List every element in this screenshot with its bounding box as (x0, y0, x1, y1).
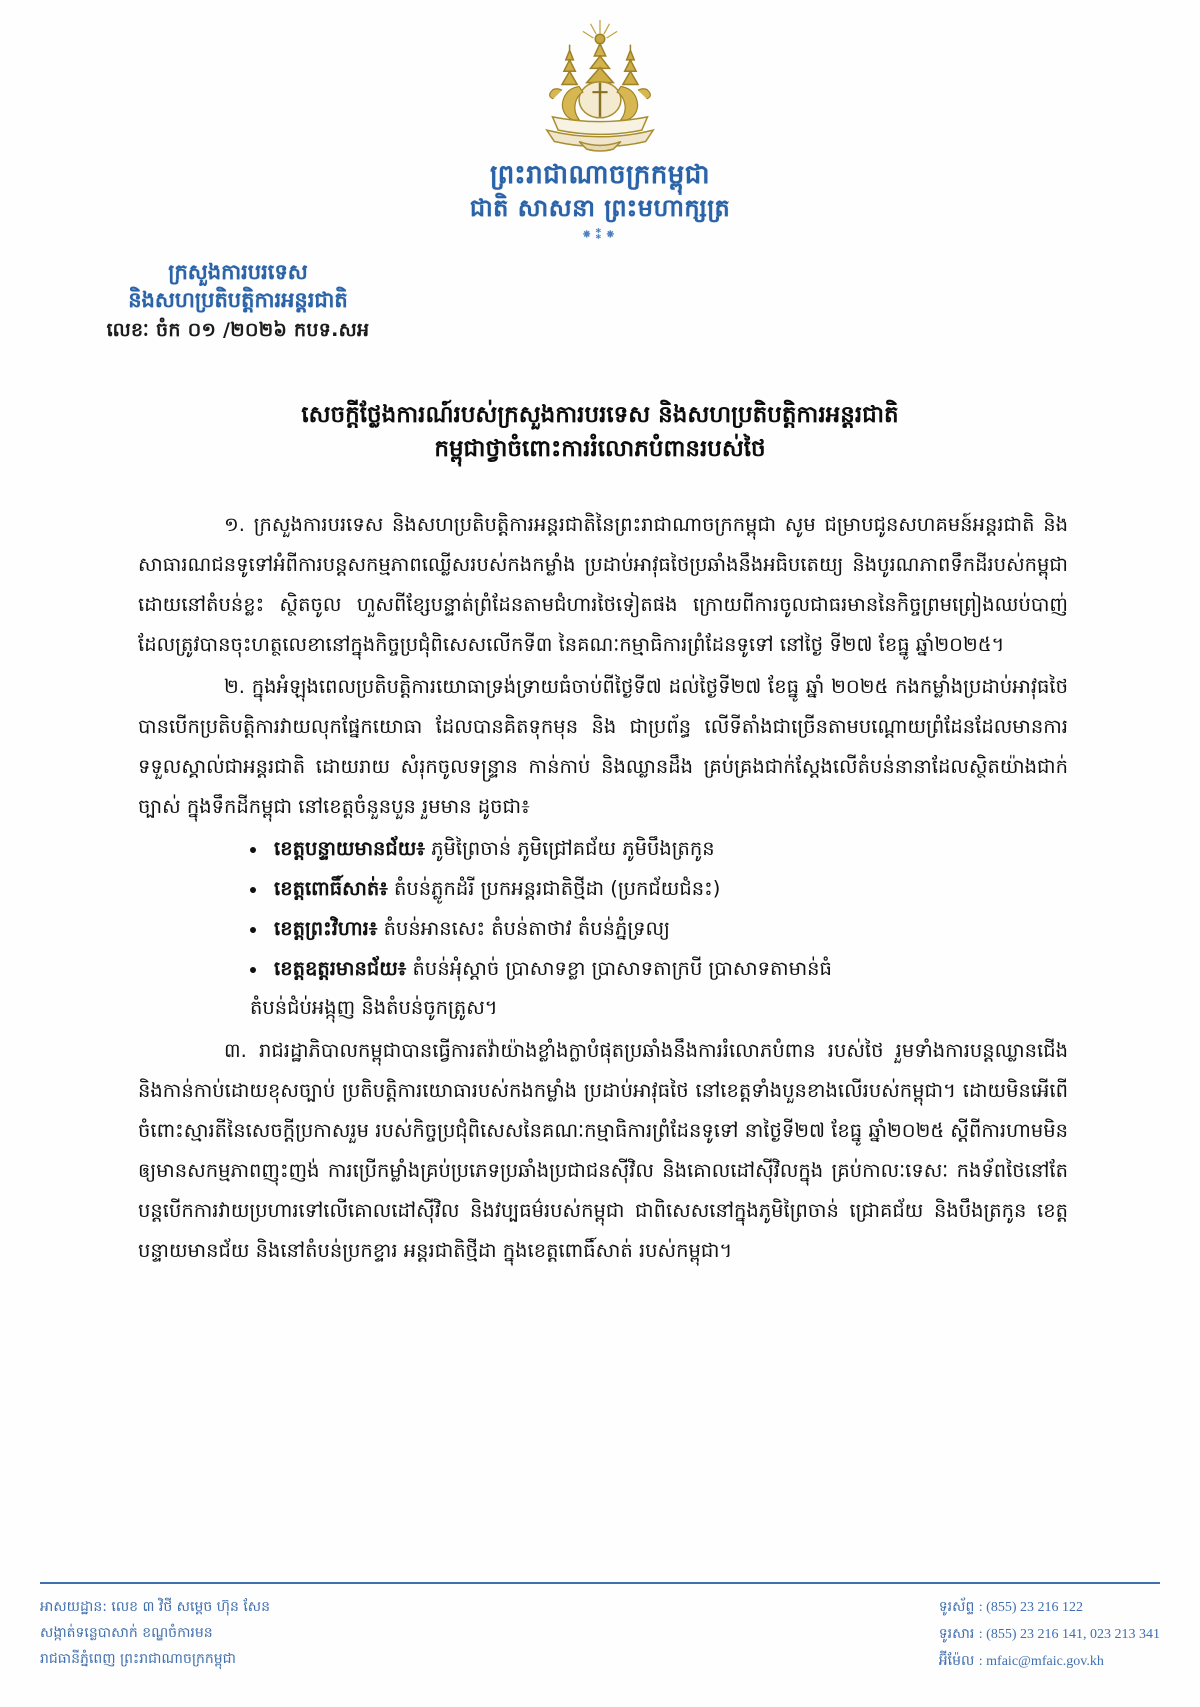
royal-coat-of-arms-icon (505, 18, 695, 153)
paragraph-3: ៣. រាជរដ្ឋាភិបាលកម្ពុជាបានធ្វើការតវ៉ាយ៉ាងខ្លាំងក្លាបំផុតប្រឆាំងនឹងការរំលោភបំពាន របស់ថៃ រួមទាំងការបន្តឈ្លានជើង និងកាន់កាប់ដោយខុសច្បាប់ ប្រតិបត្តិការយោធារបស់កងកម្លាំង ប្រដាប់អាវុធថៃ នៅខេត្តទាំងបួនខាងលើរបស់កម្ពុជា។ ដោយមិនអើពើចំពោះស្មារតីនៃសេចក្តីប្រកាសរួម របស់កិច្ចប្រជុំពិសេសនៃគណៈកម្មាធិការព្រំដែនទូទៅ នាថ្ងៃទី២៧ ខែធ្នូ ឆ្នាំ២០២៥ ស្តីពីការហាមមិន ឲ្យមានសកម្មភាពញុះញង់ ការប្រើកម្លាំងគ្រប់ប្រភេទប្រឆាំងប្រជាជនស៊ីវិល និងគោលដៅស៊ីវិលក្នុង គ្រប់កាលៈទេសៈ កងទ័ពថៃនៅតែបន្តបើកការវាយប្រហារទៅលើគោលដៅស៊ីវិល និងវប្បធម៌របស់កម្ពុជា ជាពិសេសនៅក្នុងភូមិព្រៃចាន់ ជ្រោគជ័យ និងបឹងត្រកូន ខេត្តបន្ទាយមានជ័យ និងនៅតំបន់ប្រកខ្ទារ អន្តរជាតិថ្មីដា ក្នុងខេត្តពោធិ៍សាត់ របស់កម្ពុជា។ (138, 1039, 1068, 1262)
province-label: ខេត្តព្រះវិហារ៖ (274, 917, 378, 940)
footer (40, 1594, 1160, 1675)
address-line-2: សង្កាត់ទន្លេបាសាក់ ខណ្ឌចំការមន (40, 1625, 213, 1641)
email-value: : mfaic@mfaic.gov.kh (978, 1654, 1104, 1669)
page-title (110, 398, 1090, 466)
document-reference-number: លេខៈ ចំក ០១ /២០២៦ កបទ.សអ (106, 319, 370, 341)
footer-divider (40, 1582, 1160, 1584)
address-line-3: រាជធានីភ្នំពេញ ព្រះរាជាណាចក្រកម្ពុជា (40, 1651, 236, 1667)
province-locations-continued: តំបន់ជំប់អង្កុញ និងតំបន់ចូកត្រូស។ (250, 996, 498, 1019)
list-item (250, 829, 1068, 868)
phone-row (939, 1594, 1160, 1621)
province-locations: តំបន់អានសេះ តំបន់តាថាវ តំបន់ភ្នំទ្រល្យ (377, 917, 670, 940)
ministry-name-line1: ក្រសួងការបរទេស (168, 260, 308, 284)
document-body (138, 505, 1068, 1273)
province-label: ខេត្តឧត្តរមានជ័យ៖ (274, 957, 407, 980)
fax-row (939, 1621, 1160, 1648)
flourish-divider: ⁕⁑⁕ (581, 228, 619, 243)
province-label: ខេត្តពោធិ៍សាត់៖ (274, 877, 388, 900)
list-item (250, 909, 1068, 948)
province-locations: ភូមិព្រៃចាន់ ភូមិជ្រៅគជ័យ ភូមិបឹងត្រកូន (424, 837, 715, 860)
province-list (138, 829, 1068, 1027)
motto-line: ជាតិ សាសនា ព្រះមហាក្សត្រ (469, 194, 731, 222)
paragraph-1: ១. ក្រសួងការបរទេស និងសហប្រតិបត្តិការអន្តរជាតិនៃព្រះរាជាណាចក្រកម្ពុជា សូម ជម្រាបជូនសហគមន៍អន្តរជាតិ និងសាធារណជនទូទៅអំពីការបន្តសកម្មភាពឈ្លើសរបស់កងកម្លាំង ប្រដាប់អាវុធថៃប្រឆាំងនឹងអធិបតេយ្យ និងបូរណភាពទឹកដីរបស់កម្ពុជា ដោយនៅតំបន់ខ្លះ ស្ថិតចូល ហួសពីខ្សែបន្ទាត់ព្រំដែនតាមជំហារថៃទៀតផង ក្រោយពីការចូលជាធរមាននៃកិច្ចព្រមព្រៀងឈប់បាញ់ ដែលត្រូវបានចុះហត្ថលេខានៅក្នុងកិច្ចប្រជុំពិសេសលើកទី៣ នៃគណៈកម្មាធិការព្រំដែនទូទៅ នៅថ្ងៃ ទី២៧ ខែធ្នូ ឆ្នាំ២០២៥។ (138, 513, 1068, 656)
ministry-name-line2: និងសហប្រតិបត្តិការអន្តរជាតិ (128, 288, 348, 312)
ministry-block (28, 258, 448, 345)
paragraph-2: ២. ក្នុងអំឡុងពេលប្រតិបត្តិការយោធាទ្រង់ទ្រាយធំចាប់ពីថ្ងៃទី៧ ដល់ថ្ងៃទី២៧ ខែធ្នូ ឆ្នាំ ២០២៥ កងកម្លាំងប្រដាប់អាវុធថៃបានបើកប្រតិបត្តិការវាយលុកផ្នែកយោធា ដែលបានគិតទុកមុន និង ជាប្រព័ន្ធ លើទីតាំងជាច្រើនតាមបណ្ដោយព្រំដែនដែលមានការទទួលស្គាល់ជាអន្តរជាតិ ដោយរាយ សំរុកចូលទន្ទ្រាន កាន់កាប់ និងឈ្លានដឹង គ្រប់គ្រងជាក់ស្ដែងលើតំបន់នានាដែលស្ថិតយ៉ាងជាក់ច្បាស់ ក្នុងទឹកដីកម្ពុជា នៅខេត្តចំនួនបួន រួមមាន ដូចជា៖ (138, 675, 1068, 818)
address-line-1: អាសយដ្ឋាន: លេខ ៣ វិថី សម្តេច ហ៊ុន សែន (40, 1599, 271, 1615)
province-locations: តំបន់អុំស្តាច់ ប្រាសាទខ្លា ប្រាសាទតាក្របី ប្រាសាទតាមាន់ធំ (406, 957, 832, 980)
title-line-1: សេចក្តីថ្លែងការណ៍របស់ក្រសួងការបរទេស និងសហប្រតិបត្តិការអន្តរជាតិ (301, 402, 899, 428)
email-label: អ៊ីម៉ែល (938, 1653, 975, 1669)
fax-value: : (855) 23 216 141, 023 213 341 (978, 1627, 1160, 1642)
list-item (250, 869, 1068, 908)
list-item (250, 949, 1068, 1027)
title-line-2: កម្ពុជាថ្វាចំពោះការរំលោភបំពានរបស់ថៃ (434, 436, 766, 462)
phone-value: : (855) 23 216 122 (978, 1600, 1083, 1615)
national-motto (0, 158, 1200, 243)
kingdom-name: ព្រះរាជាណាចក្រកម្ពុជា (490, 160, 710, 190)
emblem-container (0, 18, 1200, 157)
email-row (939, 1648, 1160, 1675)
province-label: ខេត្តបន្ទាយមានជ័យ៖ (274, 837, 425, 860)
province-locations: តំបន់ភ្លូកដំរី ប្រកអន្តរជាតិថ្មីដា (ប្រកជ័យជំនះ) (387, 877, 721, 900)
footer-contacts (939, 1594, 1160, 1675)
fax-label: ទូរសារ (938, 1626, 975, 1642)
footer-address (40, 1594, 270, 1672)
phone-label: ទូរស័ព្ទ (938, 1599, 975, 1615)
